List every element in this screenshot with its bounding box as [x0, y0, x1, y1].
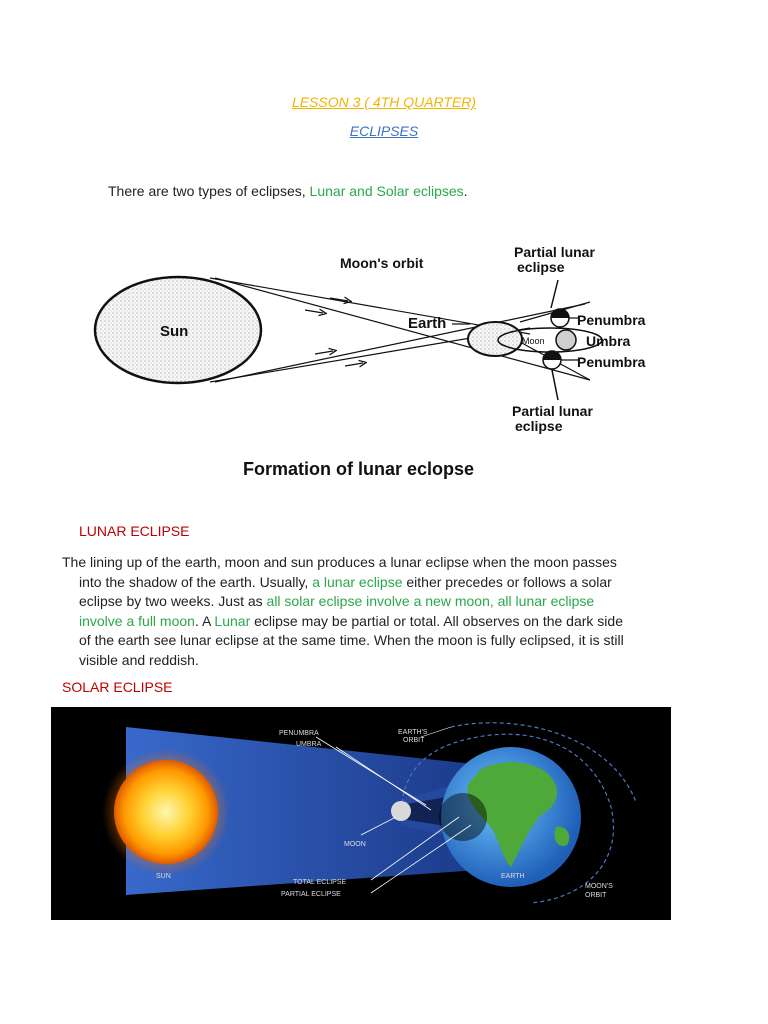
intro-end: . — [463, 183, 468, 199]
partial-bottom-label-2: eclipse — [515, 418, 563, 434]
moon-label: MOON — [344, 841, 366, 848]
para-line-4 — [62, 612, 677, 632]
moon-orbit-label-2: ORBIT — [585, 892, 607, 899]
ray-arrow — [305, 310, 323, 313]
umbra-moon — [556, 330, 576, 350]
para-highlight: all solar eclipse involve a new moon, all lunar eclipse — [266, 593, 595, 609]
earth-orbit-label-1: EARTH'S — [398, 729, 428, 736]
penumbra-bottom-label: Penumbra — [577, 354, 646, 370]
para-highlight: Lunar — [214, 612, 251, 629]
para-text: eclipse may be partial or total. All observes on the dark side — [250, 612, 623, 629]
penumbra-top-label: Penumbra — [577, 312, 646, 328]
topic-title: ECLIPSES — [349, 123, 419, 139]
lunar-eclipse-paragraph — [62, 553, 677, 670]
para-line-1: The lining up of the earth, moon and sun produces a lunar eclipse when the moon passes — [62, 554, 617, 570]
moon-orbit-label-1: MOON'S — [585, 883, 613, 890]
eclipse-shadow-spot — [439, 793, 487, 841]
ray-arrow — [345, 363, 363, 366]
lesson-title: LESSON 3 ( 4TH QUARTER) — [291, 94, 477, 110]
partial-top-pointer — [551, 280, 558, 308]
para-highlight: involve a full moon — [79, 612, 195, 629]
para-line-6: visible and reddish. — [79, 651, 199, 668]
para-highlight: a lunar eclipse — [312, 573, 403, 590]
sun-shape — [114, 760, 218, 864]
penumbra-label: PENUMBRA — [279, 730, 319, 737]
partial-top-label-1: Partial lunar — [514, 244, 595, 260]
para-text: eclipse by two weeks. Just as — [79, 593, 267, 609]
para-line-3 — [62, 592, 677, 612]
diagram-caption: Formation of lunar eclopse — [243, 459, 475, 479]
partial-bottom-pointer — [552, 370, 558, 400]
para-text: . A — [194, 612, 215, 629]
lunar-eclipse-diagram — [60, 232, 720, 490]
partial-eclipse-label: PARTIAL ECLIPSE — [281, 891, 341, 898]
para-text: either precedes or follows a solar — [402, 573, 612, 590]
earth-label: EARTH — [501, 873, 525, 880]
solar-eclipse-diagram — [51, 707, 671, 920]
total-eclipse-label: TOTAL ECLIPSE — [293, 879, 347, 886]
intro-sentence — [108, 183, 468, 199]
sun-label: SUN — [156, 873, 171, 880]
earth-label: Earth — [408, 315, 447, 332]
umbra-label: UMBRA — [296, 741, 322, 748]
sun-label: Sun — [160, 323, 189, 340]
moon-orbit-label: Moon's orbit — [340, 255, 424, 271]
solar-eclipse-heading: SOLAR ECLIPSE — [62, 679, 173, 695]
para-line-2 — [62, 573, 677, 593]
umbra-label: Umbra — [586, 333, 631, 349]
moon-label: Moon — [522, 336, 545, 346]
para-text: into the shadow of the earth. Usually, — [79, 573, 313, 590]
intro-text: There are two types of eclipses, — [108, 183, 310, 199]
lunar-eclipse-heading: LUNAR ECLIPSE — [79, 523, 190, 539]
partial-bottom-label-1: Partial lunar — [512, 403, 593, 419]
partial-top-label-2: eclipse — [517, 259, 565, 275]
ray-arrow — [315, 351, 333, 354]
earth-orbit-label-2: ORBIT — [403, 737, 425, 744]
para-line-5: of the earth see lunar eclipse at the same time. When the moon is fully eclipsed, it is still — [79, 632, 624, 648]
intro-highlight: Lunar and Solar eclipses — [309, 183, 464, 199]
earth-shape — [468, 322, 522, 356]
